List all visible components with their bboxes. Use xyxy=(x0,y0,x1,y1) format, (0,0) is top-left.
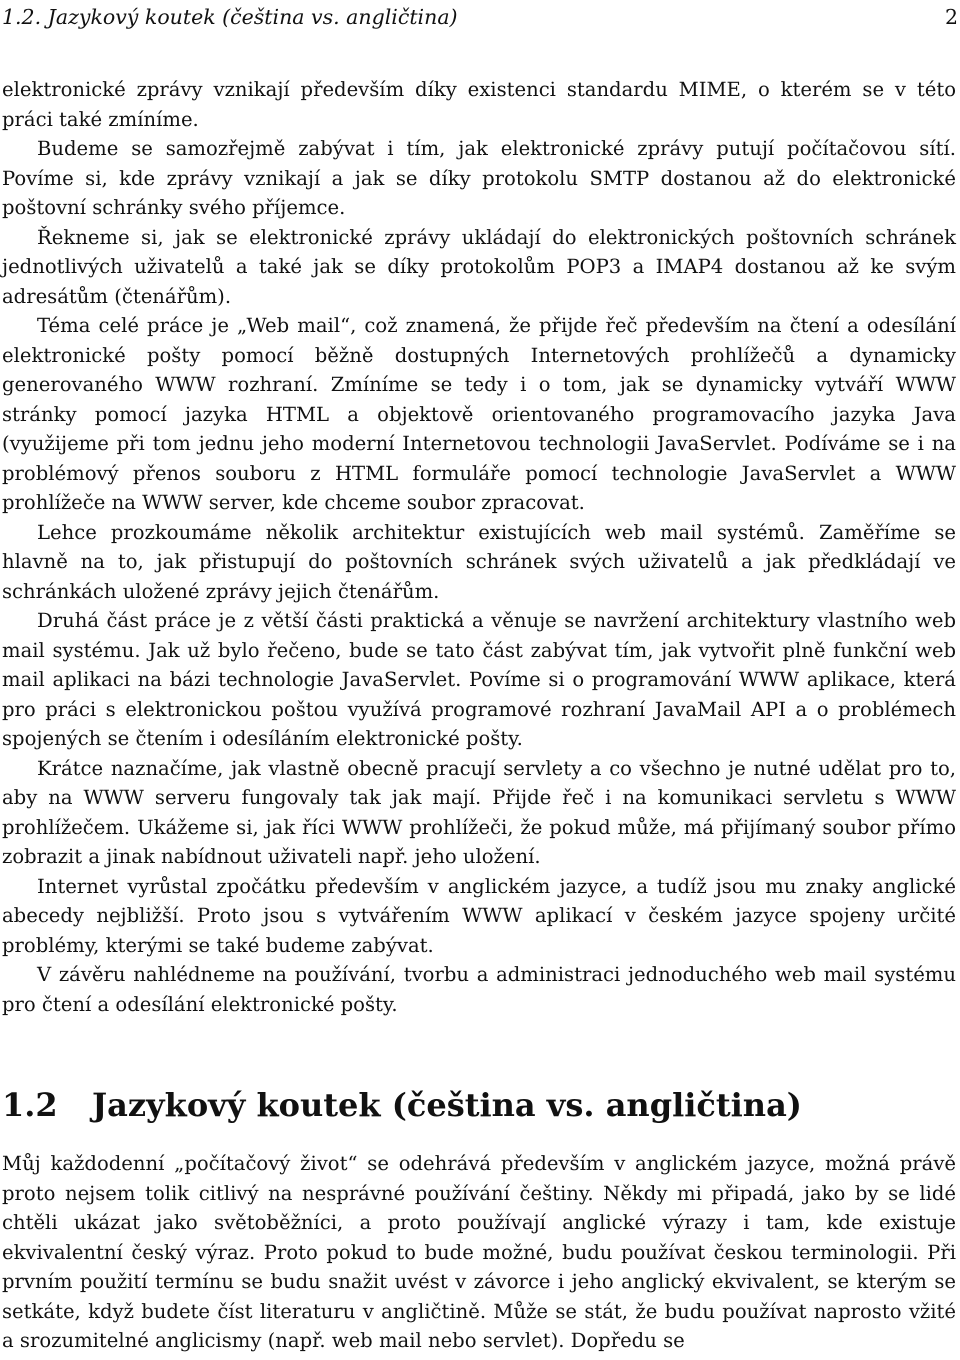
paragraph: Téma celé práce je „Web mail“, což znamená, že přijde řeč především na čtení a odesílání elektronické pošty pomocí běžně dostupných Internetových prohlížečů a dynamicky generovaného WWW rozhraní. Zmíníme se tedy i o tom, jak se dynamicky vytváří WWW stránky pomocí jazyka HTML a objektově orientovaného programovacího jazyka Java (využijeme při tom jednu jeho moderní Internetovou technologii JavaServlet. Podíváme se i na problémový přenos souboru z HTML formuláře pomocí technologie JavaServlet a WWW prohlížeče na WWW server, kde chceme soubor zpracovat. xyxy=(2,314,956,514)
paragraph: V závěru nahlédneme na používání, tvorbu a administraci jednoduchého web mail systému pro čtení a odesílání elektronické pošty. xyxy=(2,963,956,1016)
paragraph: Řekneme si, jak se elektronické zprávy ukládají do elektronických poštovních schránek jednotlivých uživatelů a také jak se díky protokolům POP3 a IMAP4 dostanou až ke svým adresátům (čtenářům). xyxy=(2,225,956,308)
paragraph: Krátce naznačíme, jak vlastně obecně pracují servlety a co všechno je nutné udělat pro to, aby na WWW serveru fungovaly tak jak mají. Přijde řeč i na komunikaci servletu s WWW prohlížečem. Ukážeme si, jak říci WWW prohlížeči, že pokud může, má přijímaný soubor přímo zobrazit a jinak nabídnout uživateli např. jeho uložení. xyxy=(2,756,956,868)
section-title: Jazykový koutek (čeština vs. angličtina) xyxy=(92,1086,802,1124)
paragraph: Druhá část práce je z větší části praktická a věnuje se navržení architektury vlastního web mail systému. Jak už bylo řečeno, bude se tato část zabývat tím, jak vytvořit plně funkční web mail aplikaci na bázi technologie JavaServlet. Povíme si o programování WWW aplikace, která pro práci s elektronickou poštou využívá programové rozhraní JavaMail API a o problémech spojených se čtením i odesíláním elektronické pošty. xyxy=(2,609,956,750)
section-heading xyxy=(2,1080,952,1130)
section-text xyxy=(2,1149,956,1356)
intro-text xyxy=(2,75,956,1019)
section-number: 1.2 xyxy=(2,1086,58,1124)
paragraph: Můj každodenní „počítačový život“ se odehrává především v anglickém jazyce, možná právě proto nejsem tolik citlivý na nesprávné používání češtiny. Někdy mi připadá, jako by se lidé chtěli ukázat jako světoběžníci, a proto používají anglické výrazy i tam, kde existuje ekvivalentní český výraz. Proto pokud to bude možné, budu používat českou terminologii. Při prvním použití termínu se budu snažit uvést v závorce i jeho anglický ekvivalent, se kterým se setkáte, když budete číst literaturu v angličtině. Může se stát, že budu používat naprosto vžité a srozumitelné anglicismy (např. web mail nebo servlet). Dopředu se xyxy=(2,1152,956,1352)
page-number: 2 xyxy=(944,5,958,29)
paragraph: elektronické zprávy vznikají především díky existenci standardu MIME, o kterém se v této práci také zmíníme. xyxy=(2,78,956,131)
paragraph: Budeme se samozřejmě zabývat i tím, jak elektronické zprávy putují počítačovou sítí. Povíme si, kde zprávy vznikají a jak se díky protokolu SMTP dostanou až do elektronické poštovní schránky svého příjemce. xyxy=(2,137,956,219)
running-header xyxy=(2,2,958,32)
paragraph: Internet vyrůstal zpočátku především v anglickém jazyce, a tudíž jsou mu znaky anglické abecedy nejbližší. Proto jsou s vytvářením WWW aplikací v českém jazyce spojeny určité problémy, kterými se také budeme zabývat. xyxy=(2,874,956,957)
running-header-title: 1.2. Jazykový koutek (čeština vs. angličtina) xyxy=(2,5,458,29)
paragraph: Lehce prozkoumáme několik architektur existujících web mail systémů. Zaměříme se hlavně na to, jak přistupují do poštovních schránek svých uživatelů a jak předkládají ve schránkách uložené zprávy jejich čtenářům. xyxy=(2,520,956,603)
